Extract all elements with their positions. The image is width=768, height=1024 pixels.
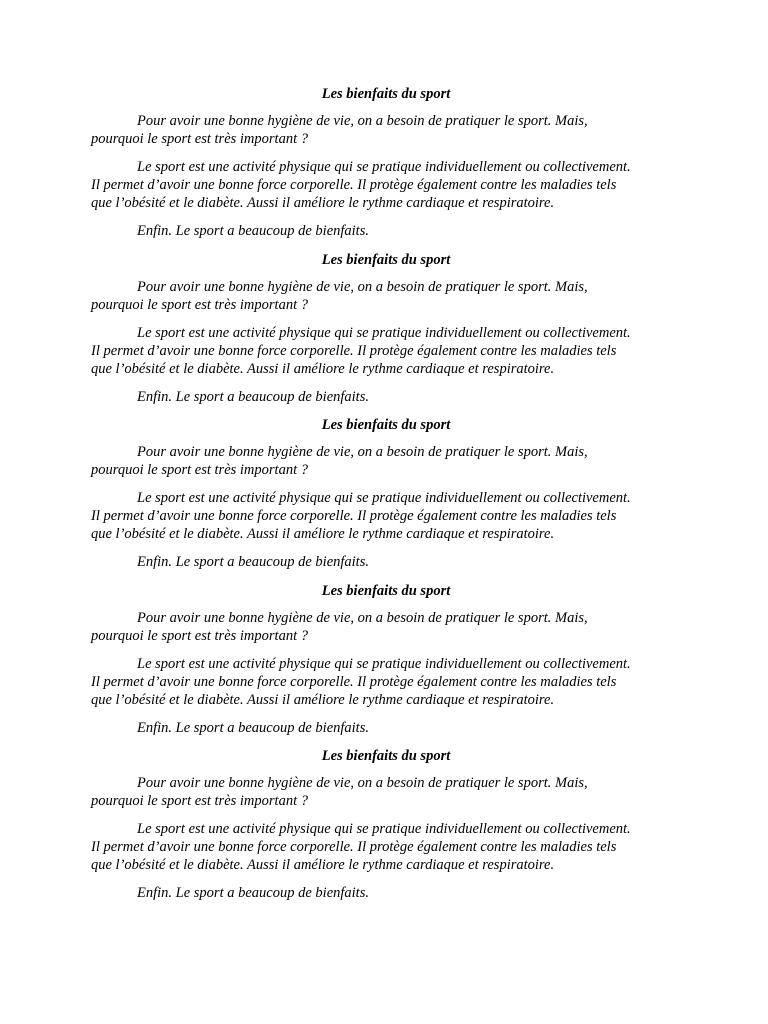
paragraph-line: Enfin. Le sport a beaucoup de bienfaits. bbox=[137, 388, 369, 405]
section-title: Les bienfaits du sport bbox=[321, 417, 451, 433]
paragraph-line: Pour avoir une bonne hygiène de vie, on a besoin de pratiquer le sport. Mais, bbox=[137, 609, 588, 626]
paragraph-line: pourquoi le sport est très important ? bbox=[91, 793, 308, 809]
paragraph-line: pourquoi le sport est très important ? bbox=[91, 462, 308, 478]
document-section bbox=[91, 85, 681, 251]
paragraph-line: Le sport est une activité physique qui se pratique individuellement ou collectivement. bbox=[137, 324, 631, 341]
conclusion-paragraph bbox=[91, 388, 681, 406]
conclusion-paragraph bbox=[91, 553, 681, 571]
section-title: Les bienfaits du sport bbox=[321, 582, 451, 599]
section-title: Les bienfaits du sport bbox=[321, 748, 451, 764]
document-section bbox=[91, 747, 681, 913]
document-section bbox=[91, 416, 681, 582]
paragraph-line: Il permet d’avoir une bonne force corporelle. Il protège également contre les maladies tels bbox=[91, 839, 617, 855]
document-section bbox=[91, 251, 681, 417]
paragraph-line: Enfin. Le sport a beaucoup de bienfaits. bbox=[137, 554, 369, 570]
paragraph-line: Pour avoir une bonne hygiène de vie, on a besoin de pratiquer le sport. Mais, bbox=[137, 775, 588, 791]
paragraph-line: Il permet d’avoir une bonne force corporelle. Il protège également contre les maladies tels bbox=[91, 177, 617, 193]
paragraph-line: que l’obésité et le diabète. Aussi il améliore le rythme cardiaque et respiratoire. bbox=[91, 195, 555, 211]
paragraph-line: Pour avoir une bonne hygiène de vie, on a besoin de pratiquer le sport. Mais, bbox=[137, 113, 588, 129]
paragraph-line: Il permet d’avoir une bonne force corporelle. Il protège également contre les maladies tels bbox=[91, 673, 617, 690]
paragraph-line: que l’obésité et le diabète. Aussi il améliore le rythme cardiaque et respiratoire. bbox=[91, 360, 555, 377]
paragraph-line: Le sport est une activité physique qui se pratique individuellement ou collectivement. bbox=[137, 159, 631, 175]
paragraph-line: que l’obésité et le diabète. Aussi il améliore le rythme cardiaque et respiratoire. bbox=[91, 857, 555, 873]
paragraph-line: Enfin. Le sport a beaucoup de bienfaits. bbox=[137, 885, 369, 901]
conclusion-paragraph bbox=[91, 719, 681, 737]
paragraph-line: Pour avoir une bonne hygiène de vie, on a besoin de pratiquer le sport. Mais, bbox=[137, 278, 588, 295]
body-paragraph bbox=[91, 489, 681, 543]
document-section bbox=[91, 582, 681, 748]
body-paragraph bbox=[91, 158, 681, 212]
section-title: Les bienfaits du sport bbox=[321, 251, 451, 268]
conclusion-paragraph bbox=[91, 884, 681, 902]
paragraph-line: Il permet d’avoir une bonne force corporelle. Il protège également contre les maladies tels bbox=[91, 342, 617, 359]
body-paragraph bbox=[91, 655, 681, 709]
conclusion-paragraph bbox=[91, 222, 681, 240]
paragraph-line: pourquoi le sport est très important ? bbox=[91, 627, 308, 644]
intro-paragraph bbox=[91, 774, 681, 810]
body-paragraph bbox=[91, 324, 681, 378]
section-title: Les bienfaits du sport bbox=[321, 86, 451, 102]
paragraph-line: Le sport est une activité physique qui se pratique individuellement ou collectivement. bbox=[137, 821, 631, 837]
paragraph-line: Enfin. Le sport a beaucoup de bienfaits. bbox=[137, 719, 369, 736]
paragraph-line: que l’obésité et le diabète. Aussi il améliore le rythme cardiaque et respiratoire. bbox=[91, 691, 555, 708]
paragraph-line: Enfin. Le sport a beaucoup de bienfaits. bbox=[137, 223, 369, 239]
paragraph-line: que l’obésité et le diabète. Aussi il améliore le rythme cardiaque et respiratoire. bbox=[91, 526, 555, 542]
paragraph-line: Le sport est une activité physique qui se pratique individuellement ou collectivement. bbox=[137, 490, 631, 506]
intro-paragraph bbox=[91, 112, 681, 148]
intro-paragraph bbox=[91, 278, 681, 314]
document-page bbox=[91, 85, 681, 913]
intro-paragraph bbox=[91, 609, 681, 645]
paragraph-line: pourquoi le sport est très important ? bbox=[91, 131, 308, 147]
intro-paragraph bbox=[91, 443, 681, 479]
body-paragraph bbox=[91, 820, 681, 874]
paragraph-line: Il permet d’avoir une bonne force corporelle. Il protège également contre les maladies tels bbox=[91, 508, 617, 524]
paragraph-line: pourquoi le sport est très important ? bbox=[91, 296, 308, 313]
paragraph-line: Le sport est une activité physique qui se pratique individuellement ou collectivement. bbox=[137, 655, 631, 672]
paragraph-line: Pour avoir une bonne hygiène de vie, on a besoin de pratiquer le sport. Mais, bbox=[137, 444, 588, 460]
